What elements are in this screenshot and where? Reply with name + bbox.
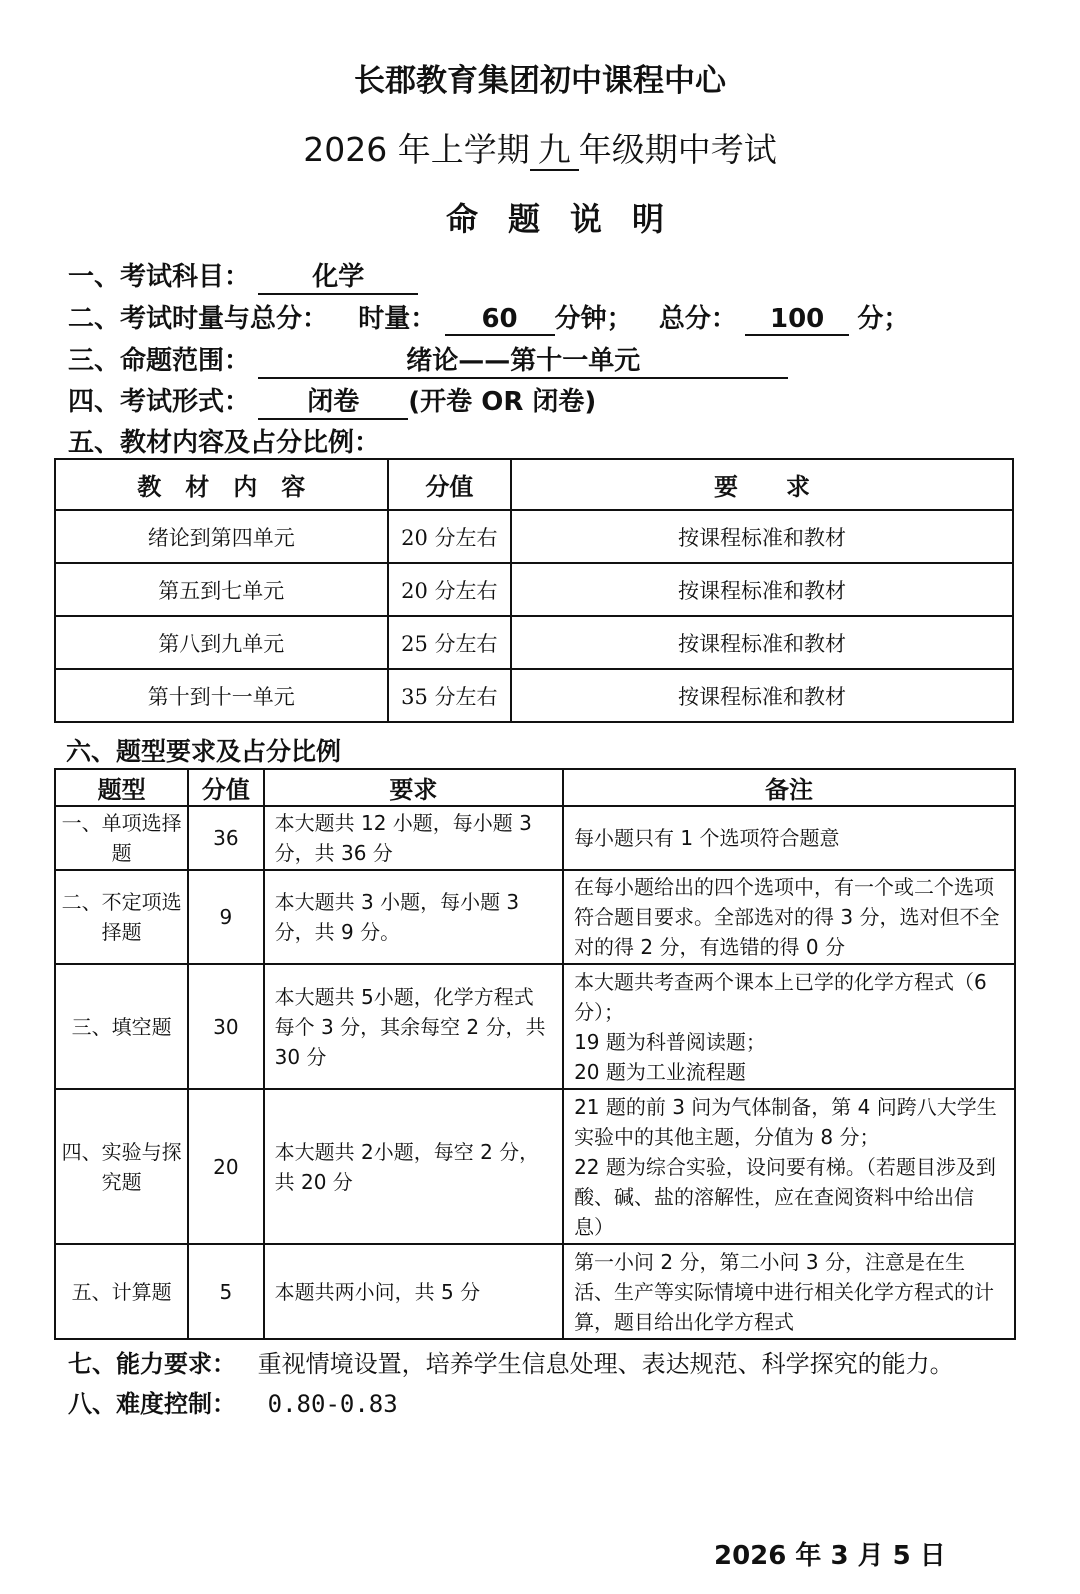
exam-title [0,124,1080,171]
time-line [68,298,909,336]
duration-label: 时量： [358,304,437,334]
table-row [55,1244,1015,1339]
table-header-row [55,459,1013,510]
time-label: 二、考试时量与总分： [68,304,329,334]
section-6-heading: 六、题型要求及占分比例 [66,737,342,766]
table-row [55,669,1013,722]
subject-label: 一、考试科目： [68,262,251,292]
score-cell: 5 [188,1244,263,1339]
score-cell: 20 [188,1089,263,1244]
type-cell: 一、单项选择题 [55,806,188,870]
note-line: 每小题只有 1 个选项符合题意 [574,826,840,850]
duration-unit: 分钟； [554,304,633,334]
document-date: 2026 年 3 月 5 日 [714,1541,946,1571]
content-cell: 绪论到第四单元 [55,510,388,563]
grade-blank: 九 [530,130,579,171]
note-line: 22 题为综合实验，设问要有梯。（若题目涉及到酸、碱、盐的溶解性，应在查阅资料中给出信息） [574,1154,996,1239]
table-row [55,806,1015,870]
ability-text: 重视情境设置，培养学生信息处理、表达规范、科学探究的能力。 [257,1350,954,1378]
table-row [55,616,1013,669]
note-line: 21 题的前 3 问为气体制备，第 4 问跨八大学生实验中的其他主题，分值为 8 分； [574,1094,997,1149]
header-content: 教 材 内 容 [55,459,388,510]
header-requirement: 要 求 [511,459,1013,510]
type-cell: 三、填空题 [55,964,188,1089]
table-header-row [55,769,1015,806]
section-5-heading [68,422,380,459]
requirement-cell: 按课程标准和教材 [511,669,1013,722]
difficulty-line [68,1384,398,1419]
requirement-cell: 本大题共 12 小题，每小题 3 分，共 36 分 [264,806,563,870]
requirement-cell: 本大题共 2小题，每空 2 分，共 20 分 [264,1089,563,1244]
note-line: 第一小问 2 分，第二小问 3 分，注意是在生活、生产等实际情境中进行相关化学方程式的计算，题目给出化学方程式 [574,1249,995,1334]
requirement-cell: 本大题共 3 小题，每小题 3 分，共 9 分。 [264,870,563,964]
requirement-cell: 本大题共 5小题，化学方程式每个 3 分，其余每空 2 分，共 30 分 [264,964,563,1089]
exam-title-prefix: 2026 年上学期 [303,130,530,169]
notes-cell [563,964,1015,1089]
section-5-label: 五、教材内容及占分比例： [68,428,381,458]
content-cell: 第八到九单元 [55,616,388,669]
requirement-cell: 按课程标准和教材 [511,616,1013,669]
header-notes: 备注 [563,769,1015,806]
notes-cell [563,806,1015,870]
total-label: 总分： [658,304,737,334]
score-cell: 20 分左右 [388,510,512,563]
requirement-cell: 按课程标准和教材 [511,563,1013,616]
content-cell: 第五到七单元 [55,563,388,616]
duration-value: 60 [445,304,555,336]
score-cell: 36 [188,806,263,870]
form-value: 闭卷 [258,381,408,420]
note-line: 在每小题给出的四个选项中，有一个或二个选项符合题目要求。全部选对的得 3 分，选对但不全对的得 2 分，有选错的得 0 分 [574,875,1000,959]
difficulty-label: 八、难度控制： [68,1390,236,1418]
table-row [55,1089,1015,1244]
score-cell: 25 分左右 [388,616,512,669]
table-row [55,870,1015,964]
ability-line [68,1344,954,1379]
score-cell: 9 [188,870,263,964]
notes-cell [563,870,1015,964]
requirement-cell: 本题共两小问，共 5 分 [264,1244,563,1339]
subject-line [68,256,418,295]
scope-value: 绪论——第十一单元 [258,340,788,379]
note-line: 20 题为工业流程题 [574,1059,746,1084]
header-score: 分值 [388,459,512,510]
note-line: 19 题为科普阅读题； [574,1029,766,1054]
organization-title: 长郡教育集团初中课程中心 [354,63,726,99]
ability-label: 七、能力要求： [68,1350,236,1378]
form-note: (开卷 OR 闭卷) [408,387,597,417]
score-cell: 20 分左右 [388,563,512,616]
requirement-cell: 按课程标准和教材 [511,510,1013,563]
scope-label: 三、命题范围： [68,346,251,376]
table-row [55,964,1015,1089]
total-unit: 分； [857,304,910,334]
scope-line [68,340,788,379]
document-title: 命题说明 [445,200,694,238]
content-cell: 第十到十一单元 [55,669,388,722]
notes-cell [563,1244,1015,1339]
subject-value: 化学 [258,256,418,295]
header-type: 题型 [55,769,188,806]
content-ratio-table [54,458,1014,723]
header-score: 分值 [188,769,263,806]
notes-cell [563,1089,1015,1244]
header-requirement: 要求 [264,769,563,806]
question-type-table [54,768,1016,1340]
exam-title-suffix: 年级期中考试 [578,130,777,169]
table-row [55,510,1013,563]
form-label: 四、考试形式： [68,387,251,417]
table-row [55,563,1013,616]
type-cell: 五、计算题 [55,1244,188,1339]
form-line [68,381,596,420]
score-cell: 35 分左右 [388,669,512,722]
type-cell: 二、不定项选择题 [55,870,188,964]
type-cell: 四、实验与探究题 [55,1089,188,1244]
score-cell: 30 [188,964,263,1089]
note-line: 本大题共考查两个课本上已学的化学方程式（6 分）； [574,969,987,1024]
difficulty-value: 0.80-0.83 [267,1390,398,1418]
total-value: 100 [745,304,849,336]
